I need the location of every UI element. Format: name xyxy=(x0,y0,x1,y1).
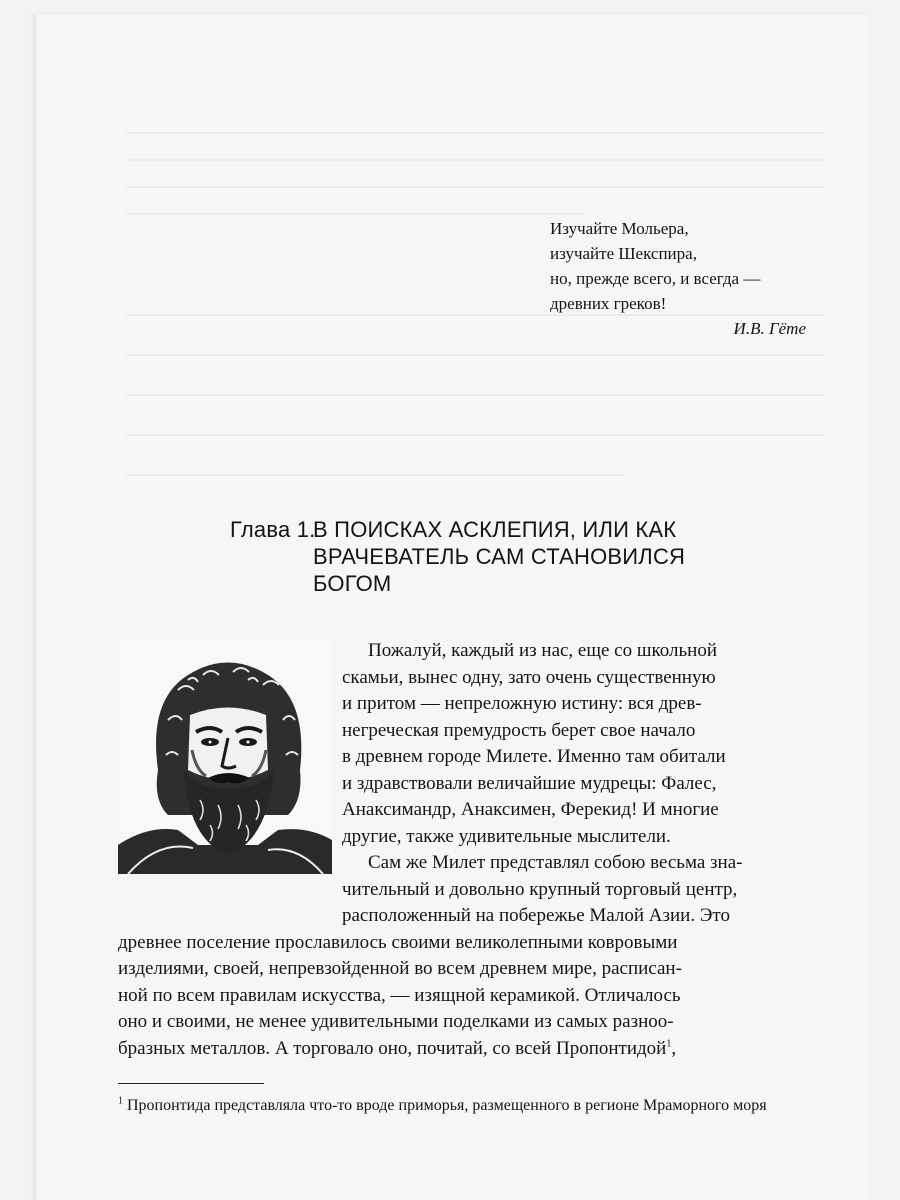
footnote-reference: 1 xyxy=(666,1038,672,1050)
paragraph-line: скамьи, вынес одну, зато очень существенную xyxy=(342,666,716,688)
chapter-title-line: БОГОМ xyxy=(313,571,392,596)
footnote-marker: 1 xyxy=(118,1095,123,1107)
paragraph-line: и здравствовали величайшие мудрецы: Фалес, xyxy=(342,772,717,794)
paragraph-line: изделиями, своей, непревзойденной во всем древнем мире, расписан- xyxy=(118,958,682,979)
chapter-prefix: Глава 1. xyxy=(230,517,316,542)
epigraph-line: Изучайте Мольера, xyxy=(550,219,689,238)
epigraph-line: но, прежде всего, и всегда — xyxy=(550,269,761,288)
bearded-philosopher-portrait-icon xyxy=(118,640,332,874)
paragraph-line: древнее поселение прославилось своими великолепными ковровыми xyxy=(118,931,678,953)
paragraph-line: Пожалуй, каждый из нас, еще со школьной xyxy=(368,640,717,661)
epigraph-line: древних греков! xyxy=(550,294,667,313)
paragraph-line: Сам же Милет представлял собою весьма зна- xyxy=(368,852,743,873)
paragraph-line: чительный и довольно крупный торговый центр, xyxy=(342,878,738,900)
paragraph-line: бразных металлов. А торговало оно, почитай, со всей Пропонтидой$^1$, xyxy=(118,1037,677,1059)
paragraph-line: Анаксимандр, Анаксимен, Ферекид! И многие xyxy=(342,799,719,820)
footnote-text: Пропонтида представляла что-то вроде приморья, размещенного в регионе Мраморного моря xyxy=(127,1097,767,1114)
paragraph-line: расположенный на побережье Малой Азии. Это xyxy=(342,905,730,926)
paragraph-line: ной по всем правилам искусства, — изящной керамикой. Отличалось xyxy=(118,984,681,1006)
portrait-illustration xyxy=(118,640,332,874)
paragraph-line-text: бразных металлов. А торговало оно, почитай, со всей Пропонтидой xyxy=(118,1037,667,1059)
footnote xyxy=(118,1095,802,1117)
paragraph-line: негреческая премудрость берет свое начало xyxy=(342,719,696,741)
footnote-divider xyxy=(118,1083,264,1084)
chapter-title-line: В ПОИСКАХ АСКЛЕПИЯ, ИЛИ КАК xyxy=(313,517,677,542)
epigraph-line: изучайте Шекспира, xyxy=(550,244,697,263)
epigraph xyxy=(550,216,806,341)
paragraph-line: оно и своими, не менее удивительными поделками из самых разноо- xyxy=(118,1011,674,1032)
chapter-title-line: ВРАЧЕВАТЕЛЬ САМ СТАНОВИЛСЯ xyxy=(313,544,686,569)
paragraph-line: и притом — непреложную истину: вся древ- xyxy=(342,693,702,714)
epigraph-author: И.В. Гёте xyxy=(733,319,806,338)
paragraph-line: другие, также удивительные мыслители. xyxy=(342,825,671,847)
paragraph-line: в древнем городе Милете. Именно там обитали xyxy=(342,746,726,767)
